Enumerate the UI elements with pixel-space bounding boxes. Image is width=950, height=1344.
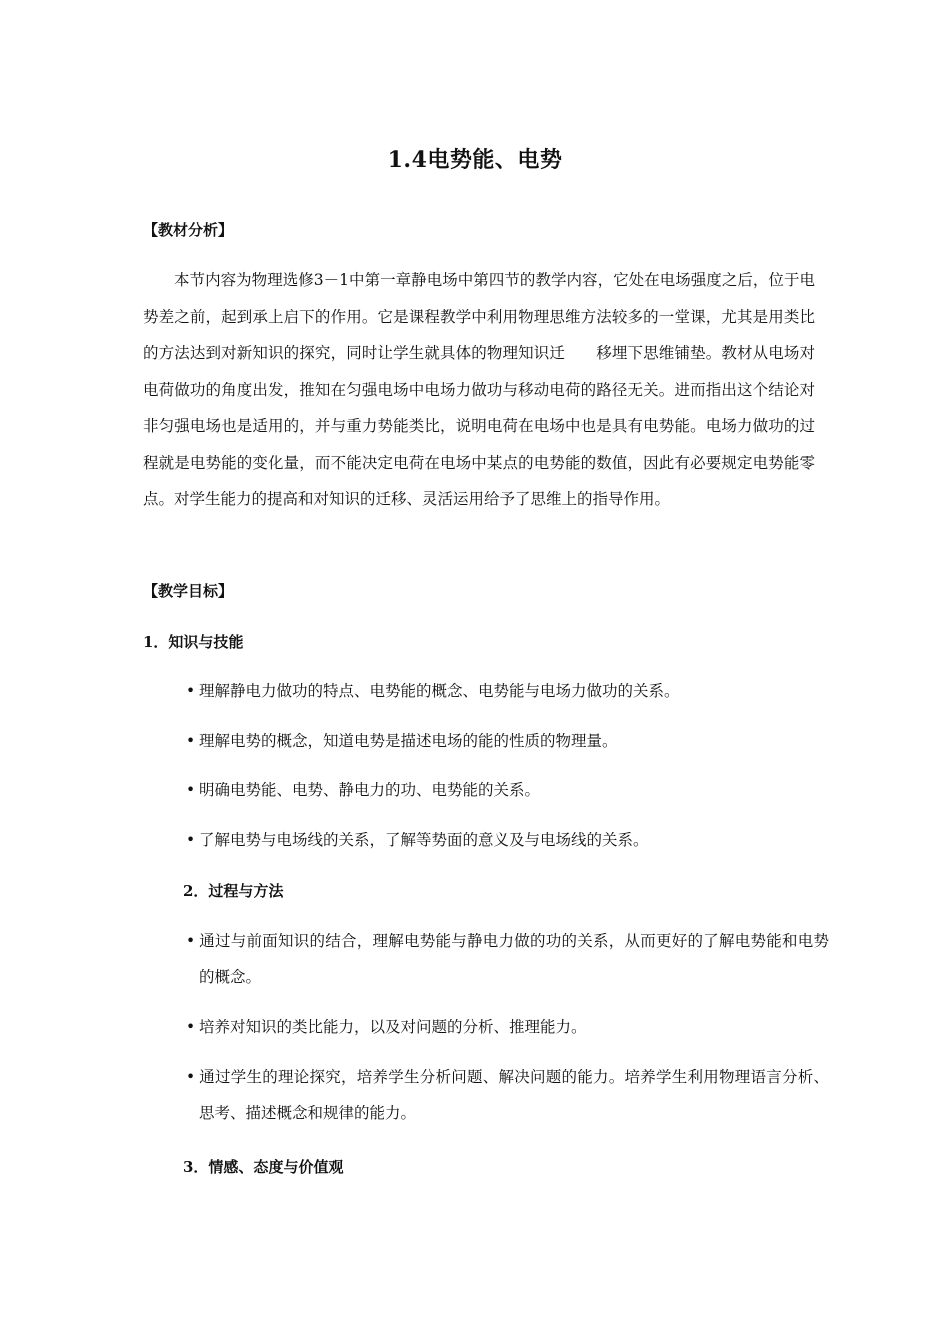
bullet-icon: • bbox=[186, 781, 196, 799]
list-item bbox=[186, 772, 829, 808]
list-item bbox=[186, 923, 829, 995]
textbook-analysis-paragraph: 本节内容为物理选修3－1中第一章静电场中第四节的教学内容，它处在电场强度之后，位于电势差之前，起到承上启下的作用。它是课程教学中利用物理思维方法较多的一堂课，尤其是用类比的方法达到对新知识的探究，同时让学生就具体的物理知识迁 移埋下思维铺垫。教材从电场对电荷做功的角度出发，推知在匀强电场中电场力做功与移动电荷的路径无关。进而指出这个结论对非匀强电场也是适用的，并与重力势能类比，说明电荷在电场中也是具有电势能。电场力做功的过程就是电势能的变化量，而不能决定电荷在电场中某点的电势能的数值，因此有必要规定电势能零点。对学生能力的提高和对知识的迁移、灵活运用给予了思维上的指导作用。 bbox=[143, 271, 815, 508]
bullet-icon: • bbox=[186, 732, 196, 750]
list-item-text: 理解静电力做功的特点、电势能的概念、电势能与电场力做功的关系。 bbox=[199, 682, 680, 700]
bullet-icon: • bbox=[186, 932, 196, 950]
bullet-icon: • bbox=[186, 831, 196, 849]
bullet-icon: • bbox=[186, 682, 196, 700]
list-item-text: 培养对知识的类比能力，以及对问题的分析、推理能力。 bbox=[199, 1018, 587, 1036]
list-item-text: 通过学生的理论探究，培养学生分析问题、解决问题的能力。培养学生利用物理语言分析、思考、描述概念和规律的能力。 bbox=[199, 1068, 829, 1122]
list-item-text: 通过与前面知识的结合，理解电势能与静电力做的功的关系，从而更好的了解电势能和电势的概念。 bbox=[199, 932, 829, 986]
subsection-title-knowledge-skills: 1．知识与技能 bbox=[143, 633, 244, 651]
bullet-icon: • bbox=[186, 1068, 196, 1086]
list-item-text: 了解电势与电场线的关系，了解等势面的意义及与电场线的关系。 bbox=[199, 831, 649, 849]
list-item bbox=[186, 1009, 829, 1045]
subsection-title-process-methods: 2．过程与方法 bbox=[183, 882, 284, 900]
list-item bbox=[186, 822, 829, 858]
list-item-text: 明确电势能、电势、静电力的功、电势能的关系。 bbox=[199, 781, 541, 799]
section-heading-teaching-goals: 【教学目标】 bbox=[143, 582, 234, 600]
list-item-text: 理解电势的概念，知道电势是描述电场的能的性质的物理量。 bbox=[199, 732, 618, 750]
list-item bbox=[186, 673, 829, 709]
subsection-title-attitudes-values: 3．情感、态度与价值观 bbox=[183, 1158, 344, 1176]
list-item bbox=[186, 723, 829, 759]
list-item bbox=[186, 1059, 829, 1131]
document-title: 1.4电势能、电势 bbox=[387, 147, 563, 173]
bullet-icon: • bbox=[186, 1018, 196, 1036]
section-heading-textbook-analysis: 【教材分析】 bbox=[143, 221, 234, 239]
